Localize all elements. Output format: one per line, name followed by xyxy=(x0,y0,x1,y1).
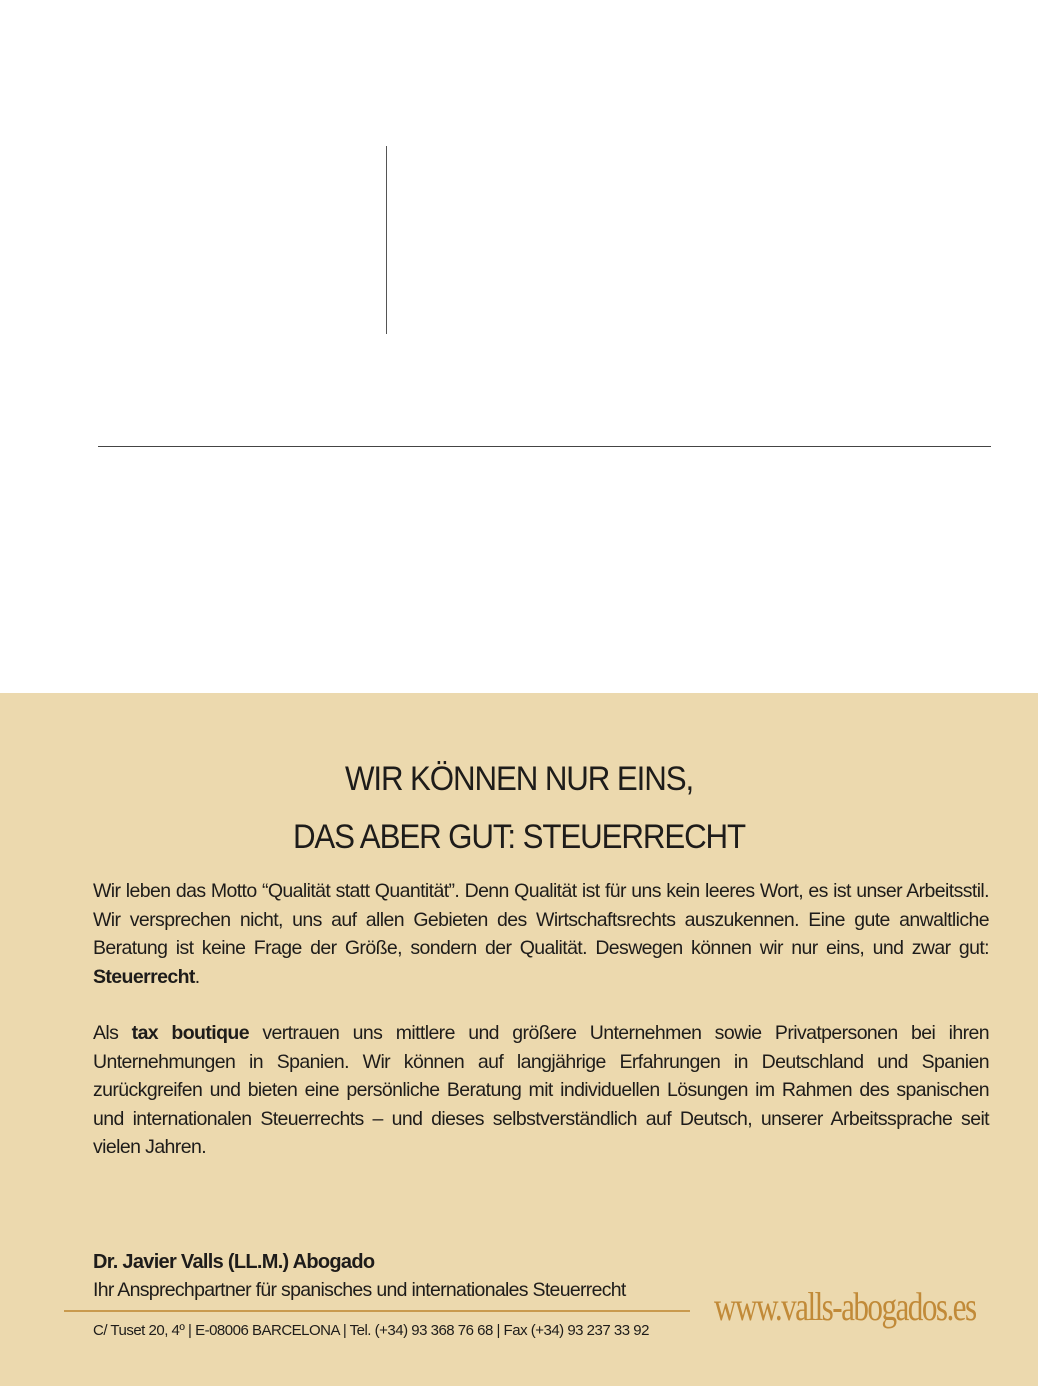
website-url[interactable]: www.valls-abogados.es xyxy=(714,1284,976,1329)
paragraph-1-text: Wir leben das Motto “Qualität statt Quantität”. Denn Qualität ist für uns kein leeres Wort, es ist unser Arbeitsstil. Wir versprechen nicht, uns auf allen Gebieten des Wirtschaftsrechts auszukennen. Eine gute anwaltliche Beratung ist keine Frage der Größe, sondern der Qualität. Deswegen können wir nur eins, und zwar gut: xyxy=(93,880,989,959)
paragraph-1 xyxy=(93,877,989,991)
contact-name: Dr. Javier Valls (LL.M.) Abogado xyxy=(93,1251,375,1273)
paragraph-1-end: . xyxy=(194,965,200,988)
horizontal-divider xyxy=(98,446,991,447)
advertisement xyxy=(0,693,1038,1386)
paragraph-1-bold: Steuerrecht xyxy=(93,965,195,988)
gold-rule xyxy=(64,1310,690,1312)
headline-line-2: DAS ABER GUT: STEUERRECHT xyxy=(292,818,746,856)
address-line: C/ Tuset 20, 4º | E-08006 BARCELONA | Tel. (+34) 93 368 76 68 | Fax (+34) 93 237 33 92 xyxy=(93,1322,649,1339)
paragraph-2-bold: tax boutique xyxy=(131,1022,249,1044)
paragraph-2-text: vertrauen uns mittlere und größere Unternehmen sowie Privatpersonen bei ihren Unternehmungen in Spanien. Wir können auf langjährige Erfahrungen in Deutschland und Spanien zurückgreifen und bieten eine persönliche Beratung mit individuellen Lösungen im Rahmen des spanischen und internationalen Steuerrechts – und dieses selbstverständlich auf Deutsch, unserer Arbeitssprache seit vielen Jahren. xyxy=(93,1022,989,1158)
headline-line-1: WIR KÖNNEN NUR EINS, xyxy=(344,760,694,798)
vertical-divider xyxy=(386,146,387,334)
paragraph-2-start: Als xyxy=(93,1022,132,1044)
contact-role: Ihr Ansprechpartner für spanisches und internationales Steuerrecht xyxy=(93,1279,626,1301)
paragraph-2 xyxy=(93,1019,989,1162)
